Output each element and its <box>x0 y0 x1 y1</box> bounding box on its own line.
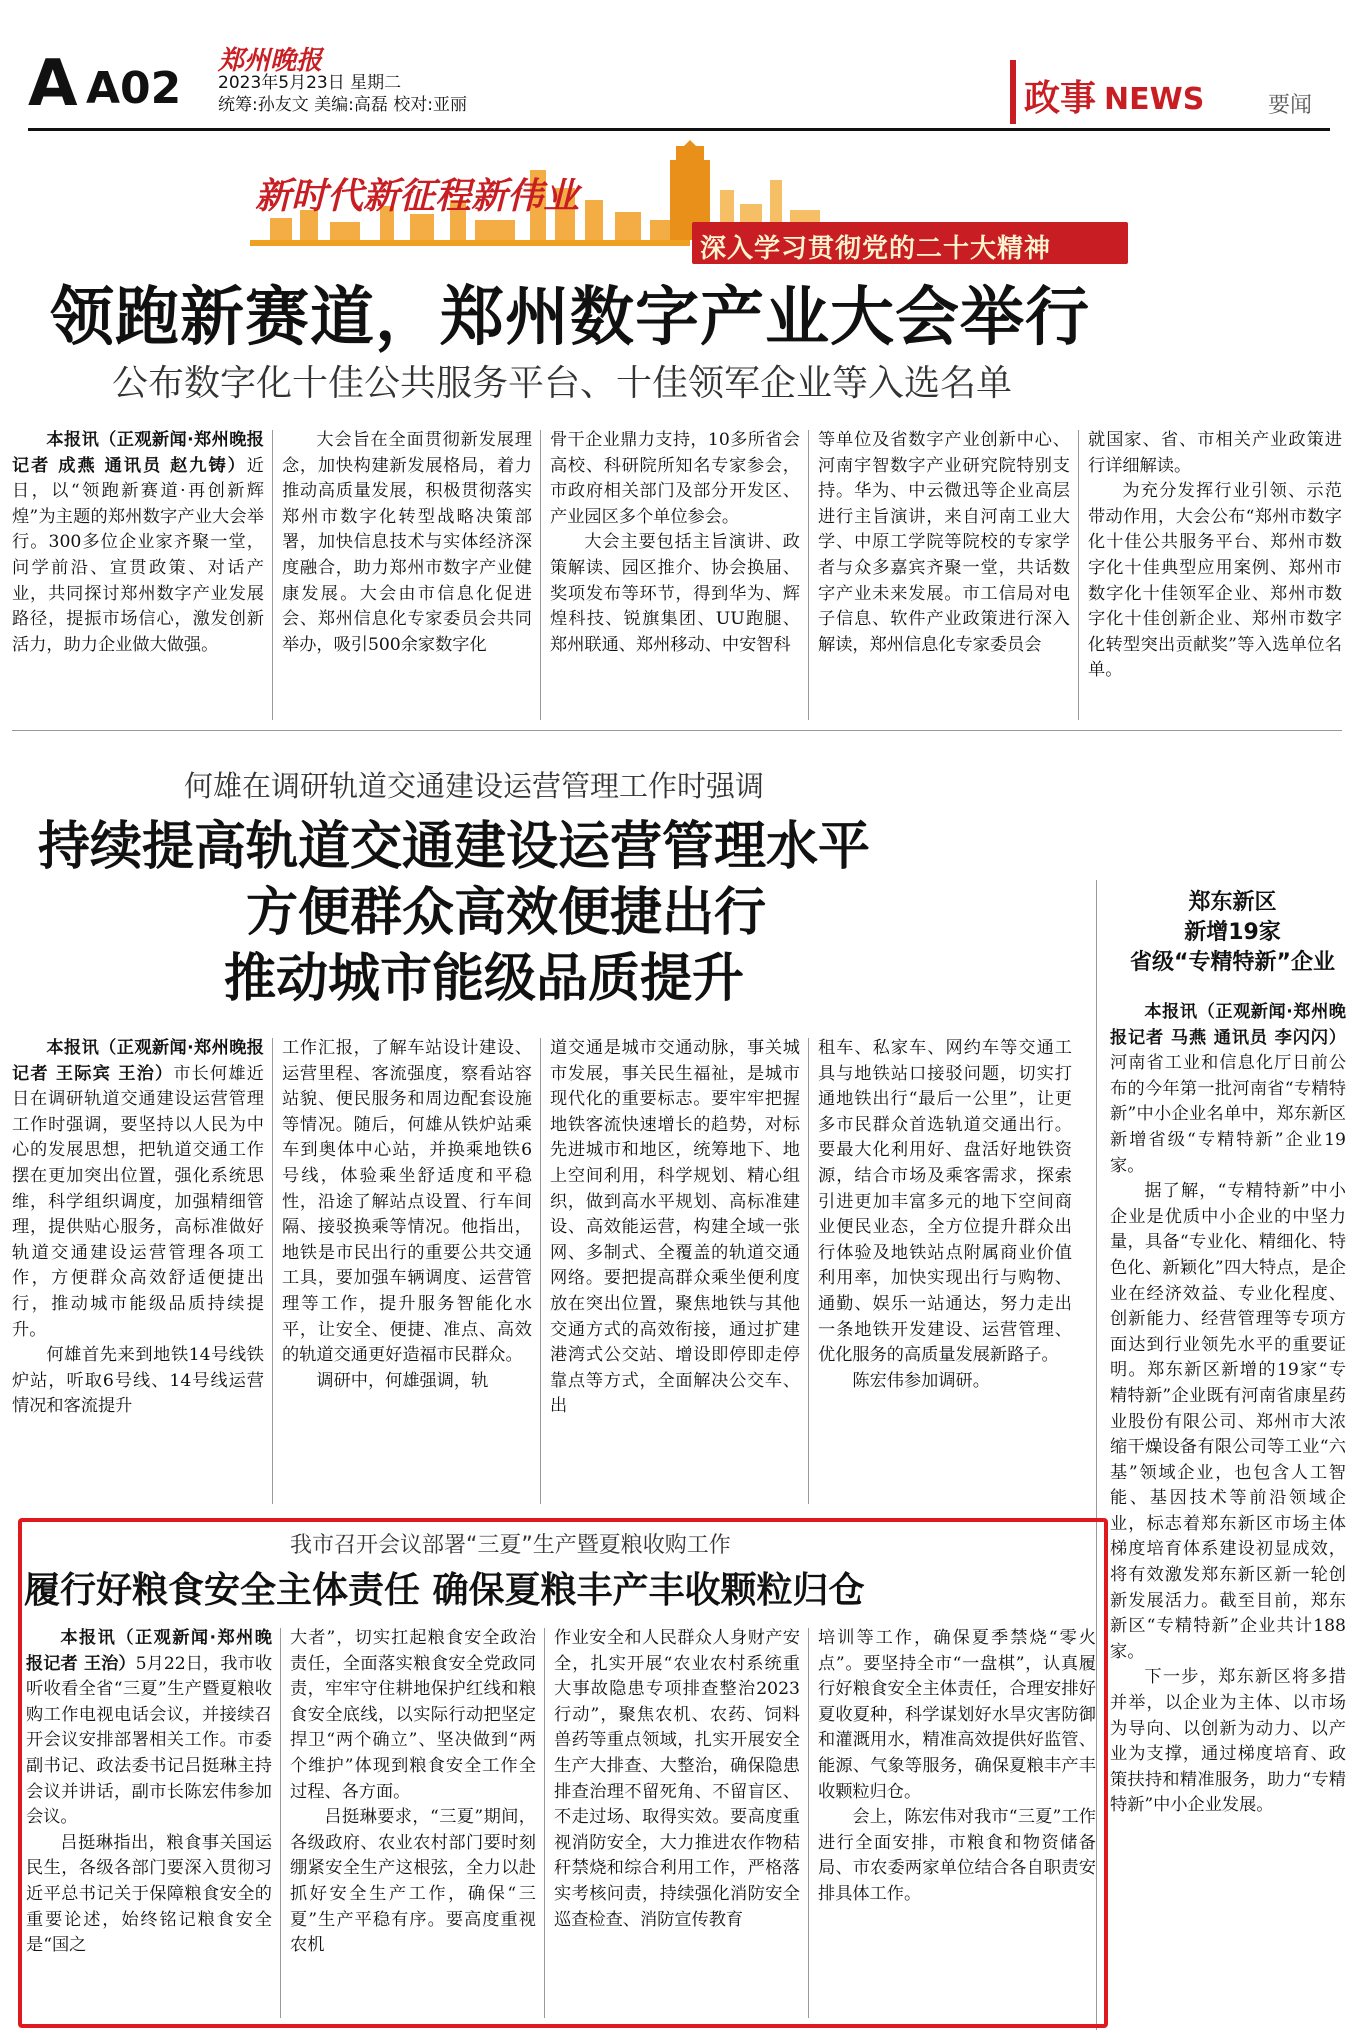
article2-col2 <box>282 1036 532 1504</box>
header-rule <box>28 128 1330 131</box>
section-title: 政事 <box>1024 78 1097 119</box>
article3-para: 吕挺琳要求，“三夏”期间，各级政府、农业农村部门要时刻绷紧安全生产这根弦，全力以赴抓好安全生产工作，确保“三夏”生产平稳有序。要高度重视农机 <box>290 1807 536 1956</box>
article3-para: 吕挺琳指出，粮食事关国运民生，各级各部门要深入贯彻习近平总书记关于保障粮食安全的重要论述，始终铭记粮食安全是“国之 <box>26 1832 272 1956</box>
article3-col1 <box>26 1626 272 2018</box>
article3-col2 <box>290 1626 536 2018</box>
article1-col5 <box>1088 428 1342 718</box>
issue-date: 2023年5月23日 星期二 <box>218 73 402 93</box>
sidebar-body <box>1110 1000 1346 2030</box>
article3-para: 作业安全和人民群众人身财产安全，扎实开展“农业农村系统重大事故隐患专项排查整治2023行动”，聚焦农机、农药、饲料兽药等重点领域，扎实开展安全生产大排查、大整治，确保隐患排查治理不留死角、不留盲区、不走过场、取得实效。要高度重视消防安全，大力推进农作物秸秆禁烧和综合利用工作，严格落实考核问责，持续强化消防安全巡查检查、消防宣传教育 <box>554 1628 800 1930</box>
article2-para: 何雄首先来到地铁14号线铁炉站，听取6号线、14号线运营情况和客流提升 <box>12 1345 264 1417</box>
sidebar-para: 河南省工业和信息化厅日前公布的今年第一批河南省“专精特新”中小企业名单中，郑东新区新增省级“专精特新”企业19家。 <box>1110 1053 1346 1176</box>
article3-para: 会上，陈宏伟对我市“三夏”工作进行全面安排，市粮食和物资储备局、市农委两家单位结合各自职责安排具体工作。 <box>818 1807 1096 1904</box>
article2-title-line1: 持续提高轨道交通建设运营管理水平 <box>38 817 871 877</box>
page-letter: A <box>28 47 78 121</box>
article3-kicker: 我市召开会议部署“三夏”生产暨夏粮收购工作 <box>290 1533 731 1558</box>
article2-title-line3: 推动城市能级品质提升 <box>224 949 745 1009</box>
banner-tagline: 深入学习贯彻党的二十大精神 <box>700 234 1052 264</box>
sidebar-para: 下一步，郑东新区将多措并举，以企业为主体、以市场为导向、以创新为动力、以产业为支撑，通过梯度培育、政策扶持和精准服务，助力“专精特新”中小企业发展。 <box>1110 1667 1346 1816</box>
article1-title: 领跑新赛道，郑州数字产业大会举行 <box>50 281 1090 355</box>
article1-byline: 本报讯（正观新闻·郑州晚报记者 成燕 通讯员 赵九铸） <box>12 430 264 476</box>
sidebar-title-line1: 郑东新区 <box>1188 890 1277 915</box>
sidebar-byline: 本报讯（正观新闻·郑州晚报记者 马燕 通讯员 李闪闪） <box>1110 1002 1346 1048</box>
article3-title: 履行好粮食安全主体责任 确保夏粮丰产丰收颗粒归仓 <box>24 1570 865 1611</box>
article1-para: 等单位及省数字产业创新中心、河南宇智数字产业研究院特别支持。华为、中云微迅等企业高层进行主旨演讲，来自河南工业大学、中原工学院等院校的专家学者与众多嘉宾齐聚一堂，共话数字产业未来发展。市工信局对电子信息、软件产业政策进行深入解读，郑州信息化专家委员会 <box>818 430 1070 655</box>
article1-col3 <box>550 428 800 718</box>
article2-col1 <box>12 1036 264 1504</box>
article1-para: 就国家、省、市相关产业政策进行详细解读。 <box>1088 430 1342 476</box>
sidebar-para: 据了解，“专精特新”中小企业是优质中小企业的中坚力量，具备“专业化、精细化、特色化、新颖化”四大特点，是企业在经济效益、专业化程度、创新能力、经营管理等专项方面达到行业领先水平的重要证明。郑东新区新增的19家“专精特新”企业既有河南省康星药业股份有限公司、郑州市大浓缩干燥设备有限公司等工业“六基”领域企业，也包含人工智能、基因技术等前沿领域企业，标志着郑东新区市场主体梯度培育体系建设初显成效，将有效激发郑东新区新一轮创新发展活力。截至目前，郑东新区“专精特新”企业共计188家。 <box>1110 1181 1346 1662</box>
article1-para: 大会主要包括主旨演讲、政策解读、园区推介、协会换届、奖项发布等环节，得到华为、辉煌科技、锐旗集团、UU跑腿、郑州联通、郑州移动、中安智科 <box>550 532 800 655</box>
article3-para: 5月22日，我市收听收看全省“三夏”生产暨夏粮收购工作电视电话会议，并接续召开会议安排部署相关工作。市委副书记、政法委书记吕挺琳主持会议并讲话，副市长陈宏伟参加会议。 <box>26 1653 272 1828</box>
page-number: A02 <box>86 63 182 114</box>
section-subtitle: 要闻 <box>1268 93 1313 118</box>
article3-byline: 本报讯（正观新闻·郑州晚报记者 王治） <box>26 1628 272 1674</box>
article1-col1 <box>12 428 264 718</box>
article1-para: 为充分发挥行业引领、示范带动作用，大会公布“郑州市数字化十佳公共服务平台、郑州市数字化十佳典型应用案例、郑州市数字化十佳领军企业、郑州市数字化十佳创新企业、郑州市数字化转型突出贡献奖”等入选单位名单。 <box>1088 481 1342 681</box>
article2-title-line2: 方便群众高效便捷出行 <box>246 883 767 943</box>
article2-col4 <box>818 1036 1072 1504</box>
article2-para: 租车、私家车、网约车等交通工具与地铁站口接驳问题，切实打通地铁出行“最后一公里”，让更多市民群众首选轨道交通出行。要最大化利用好、盘活好地铁资源，结合市场及乘客需求，探索引进更加丰富多元的地下空间商业便民业态，全方位提升群众出行体验及地铁站点附属商业价值利用率，加快实现出行与购物、通勤、娱乐一站通达，努力走出一条地铁开发建设、运营管理、优化服务的高质量发展新路子。 <box>818 1038 1072 1366</box>
section-bar <box>1010 60 1016 124</box>
page-meta <box>218 72 467 116</box>
article3-col3 <box>554 1626 800 2018</box>
staff-credits: 统筹:孙友文 美编:高磊 校对:亚丽 <box>218 95 467 115</box>
sidebar-title-line3: 省级“专精特新”企业 <box>1130 950 1335 975</box>
article2-para: 陈宏伟参加调研。 <box>852 1370 990 1391</box>
article2-col3 <box>550 1036 800 1504</box>
banner-slogan: 新时代新征程新伟业 <box>255 176 580 217</box>
newspaper-logo: 郑州晚报 <box>218 46 323 76</box>
article1-subtitle: 公布数字化十佳公共服务平台、十佳领军企业等入选名单 <box>112 363 1013 404</box>
article2-para: 调研中，何雄强调，轨 <box>316 1370 489 1391</box>
article1-col2 <box>282 428 532 718</box>
section-news: NEWS <box>1104 82 1205 117</box>
article3-para: 大者”，切实扛起粮食安全政治责任，全面落实粮食安全党政同责，牢牢守住耕地保护红线和粮食安全底线，以实际行动把坚定捍卫“两个确立”、坚决做到“两个维护”体现到粮食安全工作全过程、各方面。 <box>290 1628 536 1802</box>
article3-col4 <box>818 1626 1096 2018</box>
article1-col4 <box>818 428 1070 718</box>
article1-para: 近日，以“领跑新赛道·再创新辉煌”为主题的郑州数字产业大会举行。300多位企业家齐聚一堂，问学前沿、宣贯政策、对话产业，共同探讨郑州数字产业发展路径，提振市场信心，激发创新活力，助力企业做大做强。 <box>12 455 264 655</box>
article2-para: 工作汇报，了解车站设计建设、运营里程、客流强度，察看站容站貌、便民服务和周边配套设施等情况。随后，何雄从铁炉站乘车到奥体中心站，并换乘地铁6号线，体验乘坐舒适度和平稳性，沿途了解站点设置、行车间隔、接驳换乘等情况。他指出，地铁是市民出行的重要公共交通工具，要加强车辆调度、运营管理等工作，提升服务智能化水平，让安全、便捷、准点、高效的轨道交通更好造福市民群众。 <box>282 1038 532 1366</box>
article2-byline: 本报讯（正观新闻·郑州晚报记者 王际宾 王治） <box>12 1038 264 1084</box>
article2-kicker: 何雄在调研轨道交通建设运营管理工作时强调 <box>184 769 765 803</box>
article1-para: 大会旨在全面贯彻新发展理念，加快构建新发展格局，着力推动高质量发展，积极贯彻落实郑州市数字化转型战略决策部署，加快信息技术与实体经济深度融合，助力郑州市数字产业健康发展。大会由市信息化促进会、郑州信息化专家委员会共同举办，吸引500余家数字化 <box>282 430 532 655</box>
article1-para: 骨干企业鼎力支持，10多所省会高校、科研院所知名专家参会，市政府相关部门及部分开发区、产业园区多个单位参会。 <box>550 430 800 527</box>
article2-para: 道交通是城市交通动脉，事关城市发展，事关民生福祉，是城市现代化的重要标志。要牢牢把握地铁客流快速增长的趋势，对标先进城市和地区，统筹地下、地上空间利用，科学规划、精心组织，做到高水平规划、高标准建设、高效能运营，构建全域一张网、多制式、全覆盖的轨道交通网络。要把提高群众乘坐便利度放在突出位置，聚焦地铁与其他交通方式的高效衔接，通过扩建港湾式公交站、增设即停即走停靠点等方式，全面解决公交车、出 <box>550 1038 800 1417</box>
article2-para: 市长何雄近日在调研轨道交通建设运营管理工作时强调，要坚持以人民为中心的发展思想，把轨道交通工作摆在更加突出位置，强化系统思维，科学组织调度，加强精细管理，提供贴心服务，高标准做好轨道交通建设运营管理各项工作，方便群众高效舒适便捷出行，推动城市能级品质持续提升。 <box>12 1063 264 1340</box>
sidebar-title-line2: 新增19家 <box>1184 920 1281 945</box>
article3-para: 培训等工作，确保夏季禁烧“零火点”。要坚持全市“一盘棋”，认真履行好粮食安全主体责任，合理安排好夏收夏种，科学谋划好水旱灾害防御和灌溉用水，精准高效提供好监管、能源、气象等服务，确保夏粮丰产丰收颗粒归仓。 <box>818 1628 1096 1802</box>
